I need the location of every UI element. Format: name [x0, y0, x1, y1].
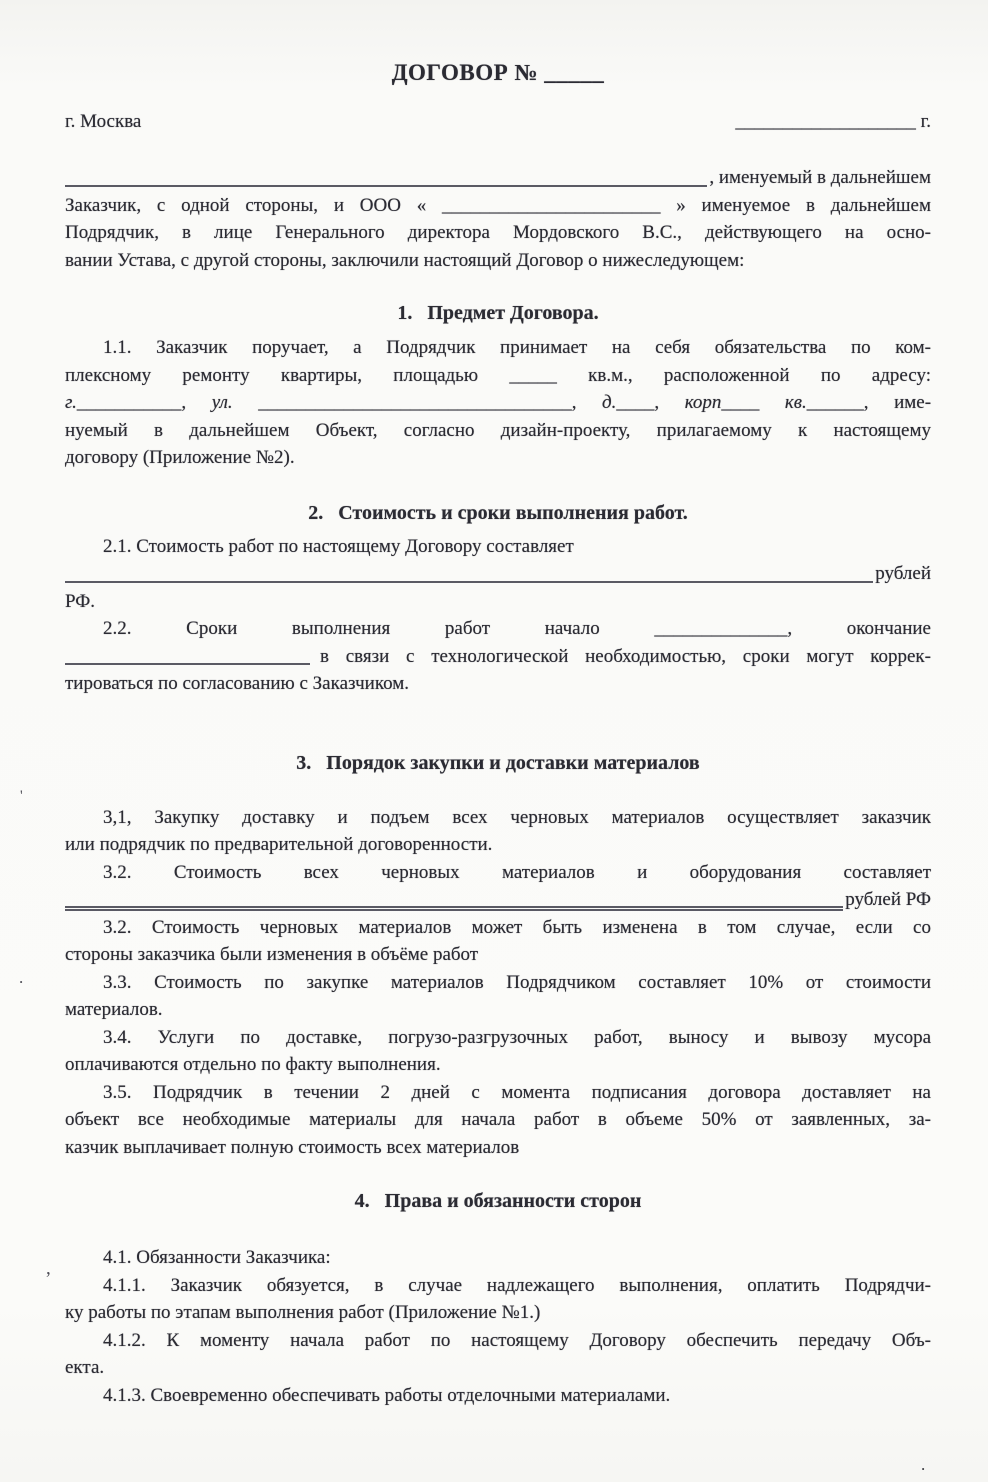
end-date-blank-field	[65, 663, 310, 665]
clause-2-1-line-1: 2.1. Стоимость работ по настоящему Договору составляет	[103, 535, 574, 557]
section-3-materials	[65, 749, 931, 1162]
street-field-label: ул.	[211, 392, 259, 413]
clause-3-1-line-1: 3,1, Закупку доставку и подъем всех черновых материалов осуществляет заказчик	[103, 806, 931, 828]
rubles-rf-label: рублей РФ	[845, 889, 931, 910]
preamble-line-1-text: , именуемый в дальнейшем	[709, 167, 931, 188]
rubles-label: рублей	[875, 563, 931, 584]
building-blank-field: ____	[721, 392, 760, 413]
clause-3-2b-line-1: 3.2. Стоимость черновых материалов может быть изменена в том случае, если со	[103, 916, 931, 938]
clause-3-4-line-2: оплачиваются отдельно по факту выполнения.	[65, 1054, 441, 1075]
contract-title: ДОГОВОР № _____	[391, 60, 605, 85]
clause-1-1-line-5: договору (Приложение №2).	[65, 447, 295, 468]
clause-4-1-1-line-1: 4.1.1. Заказчик обязуется, в случае надлежащего выполнения, оплатить Подрядчи-	[103, 1274, 931, 1296]
section-4-heading: 4. Права и обязанности сторон	[354, 1190, 642, 1212]
scan-artifact-mark: '	[20, 788, 23, 804]
preamble-line-1	[65, 164, 931, 192]
city-label: г. Москва	[65, 111, 142, 132]
house-field-label: д.	[602, 392, 617, 413]
clause-3-3-line-2: материалов.	[65, 999, 163, 1020]
city-field-label: г.	[65, 392, 77, 413]
address-line-tail: , име-	[863, 392, 932, 413]
preamble-line-2: Заказчик, с одной стороны, и ООО « _______________________ » именуемое в дальнейшем	[65, 194, 931, 216]
section-3-heading: 3. Порядок закупки и доставки материалов	[296, 751, 700, 774]
section-3-clauses	[65, 804, 931, 1162]
clause-4-1-2-line-2: екта.	[65, 1357, 105, 1378]
clause-1-1-line-4: нуемый в дальнейшем Объект, согласно дизайн-проекту, прилагаемому к настоящему	[65, 419, 931, 441]
clause-3-2-line-1: 3.2. Стоимость всех черновых материалов и оборудования составляет	[103, 861, 931, 883]
clause-3-1-line-2: или подрядчик по предварительной договоренности.	[65, 834, 493, 855]
clause-1-1-line-1: 1.1. Заказчик поручает, а Подрядчик принимает на себя обязательства по ком-	[103, 337, 931, 358]
preamble-line-4: вании Устава, с другой стороны, заключили настоящий Договор о нижеследующем:	[65, 249, 745, 271]
clause-2-2-line-3: тироваться по согласованию с Заказчиком.	[65, 673, 410, 694]
address-separator-2: ,	[571, 392, 603, 413]
clause-2-2-line-1: 2.2. Сроки выполнения работ начало ______________, окончание	[103, 618, 931, 639]
clause-3-5-line-2: объект все необходимые материалы для начала работ в объеме 50% от заявленных, за-	[65, 1109, 931, 1130]
customer-name-blank-line	[65, 185, 707, 187]
date-blank-field: ___________________ г.	[735, 111, 931, 132]
preamble-line-3: Подрядчик, в лице Генерального директора Мордовского В.С., действующего на осно-	[65, 222, 931, 243]
address-separator-1: ,	[181, 392, 212, 413]
clause-2-2-line-2-text: в связи с технологической необходимостью, сроки могут коррек-	[320, 645, 931, 667]
materials-cost-blank-field	[65, 906, 843, 911]
address-separator-4	[759, 392, 785, 413]
cost-amount-blank-field	[65, 581, 873, 583]
clause-3-3-line-1: 3.3. Стоимость по закупке материалов Подрядчиком составляет 10% от стоимости	[103, 971, 931, 993]
scan-artifact-mark: .	[19, 968, 24, 987]
scan-artifact-mark: ,	[46, 1258, 51, 1279]
section-1-subject	[65, 299, 931, 472]
preamble	[65, 164, 931, 274]
clause-4-1-1-line-2: ку работы по этапам выполнения работ (Приложение №1.)	[65, 1302, 541, 1323]
section-2-heading: 2. Стоимость и сроки выполнения работ.	[308, 501, 688, 524]
flat-field-label: кв.	[784, 392, 807, 413]
clause-3-4-line-1: 3.4. Услуги по доставке, погрузо-разгрузочных работ, выносу и вывозу мусора	[103, 1026, 931, 1048]
clause-2-1-line-3: РФ.	[65, 590, 96, 612]
clause-1-1	[65, 334, 931, 472]
section-1-heading: 1. Предмет Договора.	[397, 302, 599, 324]
clause-3-5-line-1: 3.5. Подрядчик в течении 2 дней с момента подписания договора доставляет на	[103, 1081, 931, 1103]
address-line	[65, 389, 931, 417]
city-blank-field: ___________	[76, 392, 182, 413]
clause-4-1-3: 4.1.3. Своевременно обеспечивать работы отделочными материалами.	[103, 1384, 671, 1406]
clause-3-5-line-3: казчик выплачивает полную стоимость всех материалов	[65, 1136, 520, 1158]
materials-cost-blank-line	[65, 886, 931, 914]
section-4-rights-obligations	[65, 1187, 931, 1409]
building-field-label: корп	[684, 392, 722, 413]
scan-artifact-mark: .	[921, 1455, 926, 1474]
house-blank-field: ____	[616, 392, 655, 413]
address-separator-3: ,	[654, 392, 685, 413]
clause-4-1-2-line-1: 4.1.2. К моменту начала работ по настоящему Договору обеспечить передачу Объ-	[103, 1329, 931, 1351]
clause-1-1-line-2: плексному ремонту квартиры, площадью _____ кв.м., расположенной по адресу:	[65, 364, 931, 386]
clause-2-1	[65, 533, 931, 698]
clause-2-2-line-2	[65, 643, 931, 671]
section-2-cost-terms	[65, 499, 931, 698]
clause-3-2b-line-2: стороны заказчика были изменения в объёме работ	[65, 944, 479, 965]
street-blank-field: _________________________________	[258, 392, 572, 413]
dateline	[65, 108, 931, 136]
cost-blank-line	[65, 560, 931, 588]
contract-body	[65, 58, 931, 1409]
section-4-clauses	[65, 1244, 931, 1409]
clause-4-1: 4.1. Обязанности Заказчика:	[103, 1247, 331, 1268]
flat-blank-field: ______	[806, 392, 864, 413]
